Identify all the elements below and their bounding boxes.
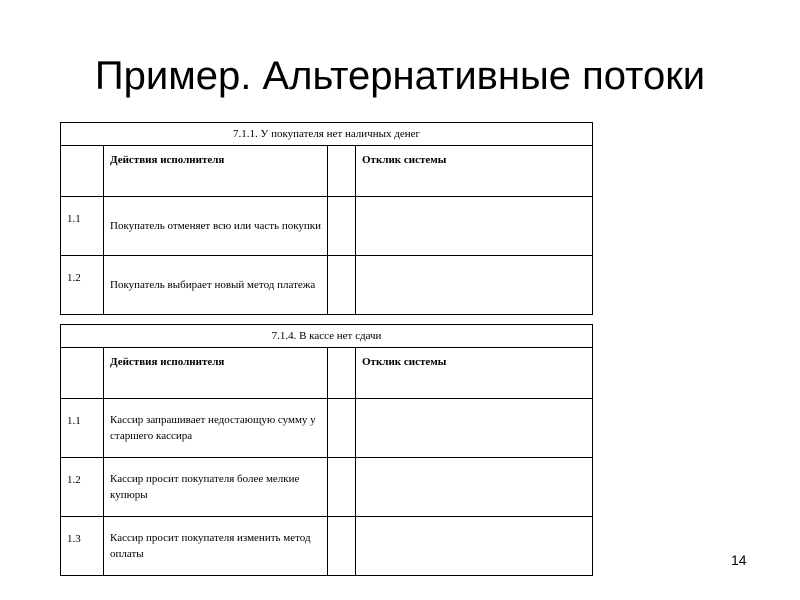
row-actor-action: Кассир просит покупателя более мелкие купюры <box>104 458 328 517</box>
table-row <box>61 458 593 517</box>
row-number: 1.1 <box>61 197 104 256</box>
row-actor-action: Покупатель отменяет всю или часть покупки <box>104 197 328 256</box>
row-actor-action: Кассир запрашивает недостающую сумму у старшего кассира <box>104 399 328 458</box>
table-row <box>61 256 593 315</box>
row-number: 1.2 <box>61 256 104 315</box>
row-number: 1.2 <box>61 458 104 517</box>
row-system-response <box>356 517 593 576</box>
alternative-flow-table-no-change <box>60 324 593 576</box>
alternative-flow-table-no-cash <box>60 122 593 315</box>
header-number-cell <box>61 348 104 399</box>
table-row <box>61 399 593 458</box>
header-separator-cell <box>328 348 356 399</box>
header-number-cell <box>61 146 104 197</box>
row-separator-cell <box>328 458 356 517</box>
row-system-response <box>356 256 593 315</box>
page-number: 14 <box>731 552 747 568</box>
table-row <box>61 197 593 256</box>
table-header-row <box>61 348 593 399</box>
table-caption: 7.1.1. У покупателя нет наличных денег <box>61 123 593 146</box>
slide-title: Пример. Альтернативные потоки <box>94 54 706 98</box>
row-number: 1.1 <box>61 399 104 458</box>
row-system-response <box>356 197 593 256</box>
row-number: 1.3 <box>61 517 104 576</box>
row-system-response <box>356 399 593 458</box>
table-caption-row <box>61 123 593 146</box>
header-system-response: Отклик системы <box>356 348 593 399</box>
header-separator-cell <box>328 146 356 197</box>
row-separator-cell <box>328 517 356 576</box>
table-header-row <box>61 146 593 197</box>
header-actor-actions: Действия исполнителя <box>104 348 328 399</box>
header-system-response: Отклик системы <box>356 146 593 197</box>
row-actor-action: Покупатель выбирает новый метод платежа <box>104 256 328 315</box>
table-caption: 7.1.4. В кассе нет сдачи <box>61 325 593 348</box>
header-actor-actions: Действия исполнителя <box>104 146 328 197</box>
table-row <box>61 517 593 576</box>
row-separator-cell <box>328 197 356 256</box>
row-actor-action: Кассир просит покупателя изменить метод оплаты <box>104 517 328 576</box>
table-caption-row <box>61 325 593 348</box>
row-system-response <box>356 458 593 517</box>
row-separator-cell <box>328 399 356 458</box>
row-separator-cell <box>328 256 356 315</box>
